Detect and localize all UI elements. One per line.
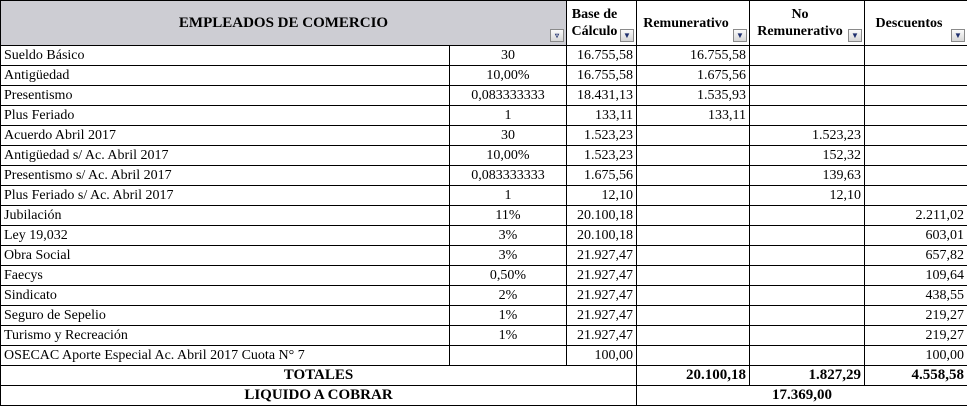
liquido-row xyxy=(1,386,967,406)
quantity-cell[interactable]: 11% xyxy=(450,206,567,226)
no-remunerativo-cell[interactable] xyxy=(750,226,865,246)
concept-cell[interactable]: Jubilación xyxy=(1,206,450,226)
table-row xyxy=(1,186,967,206)
no-remunerativo-cell[interactable] xyxy=(750,206,865,226)
remunerativo-cell[interactable] xyxy=(637,326,750,346)
table-row xyxy=(1,106,967,126)
concept-cell[interactable]: Seguro de Sepelio xyxy=(1,306,450,326)
concept-cell[interactable]: Sueldo Básico xyxy=(1,46,450,66)
descuentos-cell[interactable]: 219,27 xyxy=(865,306,967,326)
remunerativo-cell[interactable] xyxy=(637,246,750,266)
descuentos-cell[interactable]: 2.211,02 xyxy=(865,206,967,226)
remunerativo-cell[interactable]: 16.755,58 xyxy=(637,46,750,66)
quantity-cell[interactable]: 1 xyxy=(450,186,567,206)
table-row xyxy=(1,226,967,246)
base-calculo-cell[interactable]: 1.523,23 xyxy=(567,126,637,146)
quantity-cell[interactable]: 3% xyxy=(450,246,567,266)
descuentos-cell[interactable] xyxy=(865,126,967,146)
remunerativo-cell[interactable] xyxy=(637,346,750,366)
table-row xyxy=(1,66,967,86)
quantity-cell[interactable]: 2% xyxy=(450,286,567,306)
quantity-cell[interactable]: 30 xyxy=(450,46,567,66)
concept-cell[interactable]: Obra Social xyxy=(1,246,450,266)
header-base-line1: Base de xyxy=(571,7,618,22)
table-row xyxy=(1,86,967,106)
header-remunerativo xyxy=(637,1,750,46)
header-base-calculo xyxy=(567,1,637,46)
no-remunerativo-cell[interactable] xyxy=(750,66,865,86)
header-norem-line1: No xyxy=(791,7,809,22)
concept-cell[interactable]: Plus Feriado s/ Ac. Abril 2017 xyxy=(1,186,450,206)
header-descuentos xyxy=(865,1,967,46)
table-row xyxy=(1,306,967,326)
base-calculo-cell[interactable]: 16.755,58 xyxy=(567,46,637,66)
table-row xyxy=(1,206,967,226)
table-title: EMPLEADOS DE COMERCIO xyxy=(178,14,389,31)
concept-cell[interactable]: Antigüedad xyxy=(1,66,450,86)
filter-funnel-icon[interactable]: ▿ xyxy=(550,29,564,42)
remunerativo-cell[interactable]: 133,11 xyxy=(637,106,750,126)
remunerativo-cell[interactable] xyxy=(637,286,750,306)
table-row xyxy=(1,246,967,266)
header-norem-line2: Remunerativo xyxy=(757,24,843,39)
totals-desc[interactable]: 4.558,58 xyxy=(865,366,967,386)
header-rem-label: Remunerativo xyxy=(643,15,729,31)
liquido-value[interactable]: 17.369,00 xyxy=(637,386,967,406)
remunerativo-cell[interactable] xyxy=(637,186,750,206)
concept-cell[interactable]: Antigüedad s/ Ac. Abril 2017 xyxy=(1,146,450,166)
no-remunerativo-cell[interactable] xyxy=(750,346,865,366)
header-row xyxy=(1,1,967,46)
table-row xyxy=(1,326,967,346)
table-row xyxy=(1,346,967,366)
descuentos-cell[interactable]: 603,01 xyxy=(865,226,967,246)
table-row xyxy=(1,126,967,146)
base-calculo-cell[interactable]: 21.927,47 xyxy=(567,266,637,286)
no-remunerativo-cell[interactable] xyxy=(750,46,865,66)
no-remunerativo-cell[interactable] xyxy=(750,326,865,346)
totals-label: TOTALES xyxy=(1,366,637,386)
remunerativo-cell[interactable] xyxy=(637,306,750,326)
no-remunerativo-cell[interactable]: 12,10 xyxy=(750,186,865,206)
concept-cell[interactable]: Faecys xyxy=(1,266,450,286)
descuentos-cell[interactable]: 100,00 xyxy=(865,346,967,366)
base-calculo-cell[interactable]: 21.927,47 xyxy=(567,286,637,306)
base-calculo-cell[interactable]: 100,00 xyxy=(567,346,637,366)
descuentos-cell[interactable] xyxy=(865,66,967,86)
base-calculo-cell[interactable]: 20.100,18 xyxy=(567,226,637,246)
title-header-cell xyxy=(1,1,567,46)
base-calculo-cell[interactable]: 20.100,18 xyxy=(567,206,637,226)
table-row xyxy=(1,166,967,186)
remunerativo-cell[interactable]: 1.535,93 xyxy=(637,86,750,106)
table-row xyxy=(1,46,967,66)
concept-cell[interactable]: Ley 19,032 xyxy=(1,226,450,246)
quantity-cell[interactable]: 10,00% xyxy=(450,146,567,166)
quantity-cell[interactable]: 1% xyxy=(450,306,567,326)
no-remunerativo-cell[interactable] xyxy=(750,106,865,126)
chevron-down-icon[interactable]: ▼ xyxy=(951,29,965,42)
table-row xyxy=(1,286,967,306)
quantity-cell[interactable]: 10,00% xyxy=(450,66,567,86)
quantity-cell[interactable]: 0,50% xyxy=(450,266,567,286)
chevron-down-icon[interactable]: ▼ xyxy=(733,29,747,42)
descuentos-cell[interactable] xyxy=(865,46,967,66)
base-calculo-cell[interactable]: 1.523,23 xyxy=(567,146,637,166)
descuentos-cell[interactable]: 657,82 xyxy=(865,246,967,266)
no-remunerativo-cell[interactable]: 139,63 xyxy=(750,166,865,186)
base-calculo-cell[interactable]: 21.927,47 xyxy=(567,246,637,266)
no-remunerativo-cell[interactable]: 152,32 xyxy=(750,146,865,166)
descuentos-cell[interactable]: 109,64 xyxy=(865,266,967,286)
descuentos-cell[interactable]: 219,27 xyxy=(865,326,967,346)
descuentos-cell[interactable] xyxy=(865,106,967,126)
quantity-cell[interactable]: 30 xyxy=(450,126,567,146)
descuentos-cell[interactable]: 438,55 xyxy=(865,286,967,306)
header-desc-label: Descuentos xyxy=(875,15,943,31)
chevron-down-icon[interactable]: ▼ xyxy=(848,29,862,42)
base-calculo-cell[interactable]: 16.755,58 xyxy=(567,66,637,86)
no-remunerativo-cell[interactable] xyxy=(750,286,865,306)
remunerativo-cell[interactable] xyxy=(637,126,750,146)
base-calculo-cell[interactable]: 133,11 xyxy=(567,106,637,126)
concept-cell[interactable]: Sindicato xyxy=(1,286,450,306)
remunerativo-cell[interactable] xyxy=(637,166,750,186)
concept-cell[interactable]: Acuerdo Abril 2017 xyxy=(1,126,450,146)
quantity-cell[interactable]: 0,083333333 xyxy=(450,166,567,186)
chevron-down-icon[interactable]: ▼ xyxy=(620,29,634,42)
base-calculo-cell[interactable]: 1.675,56 xyxy=(567,166,637,186)
table-row xyxy=(1,266,967,286)
table-row xyxy=(1,146,967,166)
concept-cell[interactable]: Presentismo s/ Ac. Abril 2017 xyxy=(1,166,450,186)
remunerativo-cell[interactable]: 1.675,56 xyxy=(637,66,750,86)
remunerativo-cell[interactable] xyxy=(637,146,750,166)
remunerativo-cell[interactable] xyxy=(637,206,750,226)
remunerativo-cell[interactable] xyxy=(637,226,750,246)
quantity-cell[interactable]: 0,083333333 xyxy=(450,86,567,106)
base-calculo-cell[interactable]: 12,10 xyxy=(567,186,637,206)
totals-row xyxy=(1,366,967,386)
remunerativo-cell[interactable] xyxy=(637,266,750,286)
header-base-line2: Cálculo xyxy=(571,24,618,39)
descuentos-cell[interactable] xyxy=(865,146,967,166)
descuentos-cell[interactable] xyxy=(865,186,967,206)
no-remunerativo-cell[interactable] xyxy=(750,306,865,326)
no-remunerativo-cell[interactable] xyxy=(750,266,865,286)
totals-rem[interactable]: 20.100,18 xyxy=(637,366,750,386)
no-remunerativo-cell[interactable] xyxy=(750,246,865,266)
base-calculo-cell[interactable]: 18.431,13 xyxy=(567,86,637,106)
liquido-label: LIQUIDO A COBRAR xyxy=(1,386,637,406)
totals-norem[interactable]: 1.827,29 xyxy=(750,366,865,386)
quantity-cell[interactable]: 1% xyxy=(450,326,567,346)
concept-cell[interactable]: Presentismo xyxy=(1,86,450,106)
quantity-cell[interactable] xyxy=(450,346,567,366)
base-calculo-cell[interactable]: 21.927,47 xyxy=(567,306,637,326)
concept-cell[interactable]: OSECAC Aporte Especial Ac. Abril 2017 Cuota N° 7 xyxy=(1,346,450,366)
quantity-cell[interactable]: 1 xyxy=(450,106,567,126)
no-remunerativo-cell[interactable] xyxy=(750,86,865,106)
base-calculo-cell[interactable]: 21.927,47 xyxy=(567,326,637,346)
descuentos-cell[interactable] xyxy=(865,166,967,186)
quantity-cell[interactable]: 3% xyxy=(450,226,567,246)
concept-cell[interactable]: Turismo y Recreación xyxy=(1,326,450,346)
descuentos-cell[interactable] xyxy=(865,86,967,106)
concept-cell[interactable]: Plus Feriado xyxy=(1,106,450,126)
table-body xyxy=(1,46,967,406)
header-no-remunerativo xyxy=(750,1,865,46)
no-remunerativo-cell[interactable]: 1.523,23 xyxy=(750,126,865,146)
